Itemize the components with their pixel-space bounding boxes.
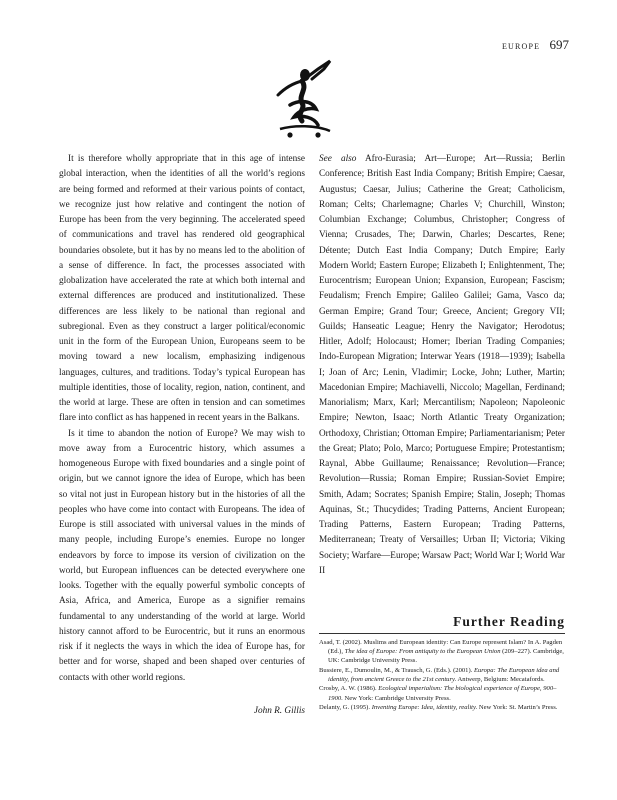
running-head (502, 37, 569, 53)
see-also-list: Afro-Eurasia; Art—Europe; Art—Russia; Berlin Conference; British East India Company; British Empire; Caesar, Augustus; Caesar, Julius; Catherine the Great; Catholicism, Roman; Celts; Charlemagne; Charles V; Churchill, Winston; Columbian Exchange; Columbus, Christopher; Congress of Vienna; Crusades, The; Darwin, Charles; Descartes, Rene; Détente; Dutch East India Company; Dutch Empire; Early Modern World; Eastern Europe; Elizabeth I; Enlightenment, The; Eurocentrism; European Union; Expansion, European; Fascism; Feudalism; French Empire; Galileo Galilei; Gama, Vasco da; German Empire; Grand Tour; Greece, Ancient; Gregory VII; Guilds; Hanseatic League; Henry the Navigator; Herodotus; Hitler, Adolf; Holocaust; Homer; Iberian Trading Companies; Indo-European Migration; Interwar Years (1918—1939); Isabella I; Joan of Arc; Lenin, Vladimir; Locke, John; Luther, Martin; Macedonian Empire; Machiavelli, Niccolo; Magellan, Ferdinand; Manorialism; Marx, Karl; Mercantilism; Napoleon; Napoleonic Empire; Newton, Isaac; North Atlantic Treaty Organization; Orthodoxy, Christian; Ottoman Empire; Parliamentarianism; Peter the Great; Plato; Polo, Marco; Portuguese Empire; Protestantism; Raynal, Abbe Guillaume; Renaissance; Revolution—France; Revolution—Russia; Roman Empire; Russian-Soviet Empire; Smith, Adam; Socrates; Spanish Empire; Stalin, Joseph; Thomas Aquinas, St.; Thucydides; Trading Patterns, Ancient European; Trading Patterns, Eastern European; Trading Patterns, Mediterranean; Treaty of Versailles; Urban II; Victoria; Viking Society; Warfare—Europe; Warsaw Pact; World War I; World War II (319, 154, 565, 576)
paragraph-2: Is it time to abandon the notion of Europe? We may wish to move away from a Eurocentric history, which assumes a homogeneous Europe with fixed boundaries and a single point of origin, but we cannot ignore the idea of Europe, which has been so vital not just in European history but in the histories of all the peoples who have come into contact with Europeans. The idea of Europe is still associated with universal values in the minds of many people, including Europe’s enemies. Europe no longer endeavors by force to impose its version of civilization on the world, but European influences can be detected everywhere one looks. Together with the equally powerful symbolic concepts of Asia, Africa, and America, Europe as a signifier remains fundamental to any understanding of the world at large. World history cannot afford to be Eurocentric, but it runs an enormous risk if it neglects the ways in which the idea of Europe has, for better and for worse, shaped and been shaped over centuries of contacts with other world regions. (59, 428, 305, 683)
see-also-block (319, 152, 565, 579)
section-title: europe (501, 40, 541, 52)
reference-item: Crosby, A. W. (1986). Ecological imperialism: The biological experience of Europe, 900–1900. New York: Cambridge University Press. (319, 685, 557, 702)
see-also-label: See also (319, 154, 357, 164)
further-reading-divider (319, 633, 565, 634)
page-number: 697 (549, 37, 569, 52)
paragraph-1: It is therefore wholly appropriate that in this age of intense global interaction, when the identities of all the world’s regions are being formed and reformed at their various points of contact, we recognize just how relative and contingent the notion of Europe has been from the very beginning. The accelerated speed of communications and travel has rendered old geographical boundaries obsolete, but it has by no means led to the abolition of a sense of difference. In fact, the processes associated with globalization have accelerated the rate at which both internal and external differences are produced and institutionalized. These differences are less likely to be national than regional and subregional. Even as they construct a larger political/economic unit in the form of the European Union, Europeans seem to be moving toward a new localism, emphasizing indigenous languages, cultures, and traditions. Today’s typical European has multiple identities, those of locality, region, nation, continent, and the world at large. These are often in tension and can sometimes flare into conflict as has happened in recent years in the Balkans. (59, 154, 305, 424)
further-reading-heading: Further Reading (453, 614, 565, 629)
reference-item: Bussiere, E., Dumoulin, M., & Trausch, G. (Eds.). (2001). Europa: The European idea and identity, from ancient Greece to the 21st century. Antwerp, Belgium: Mecatafords. (319, 666, 560, 683)
author-signature: John R. Gillis (253, 706, 305, 716)
further-reading-list (319, 638, 565, 713)
reference-item: Delanty, G. (1995). Inventing Europe: Idea, identity, reality. New York: St. Martin’s Press. (319, 704, 558, 712)
skater-figure-icon (272, 55, 336, 139)
reference-item: Asad, T. (2002). Muslims and European identity: Can Europe represent Islam? In A. Pagden (Ed.), The idea of Europe: From antiquity to the European Union (209–227). Cambridge, UK: Cambridge University Press. (319, 639, 564, 665)
article-body (59, 152, 305, 686)
